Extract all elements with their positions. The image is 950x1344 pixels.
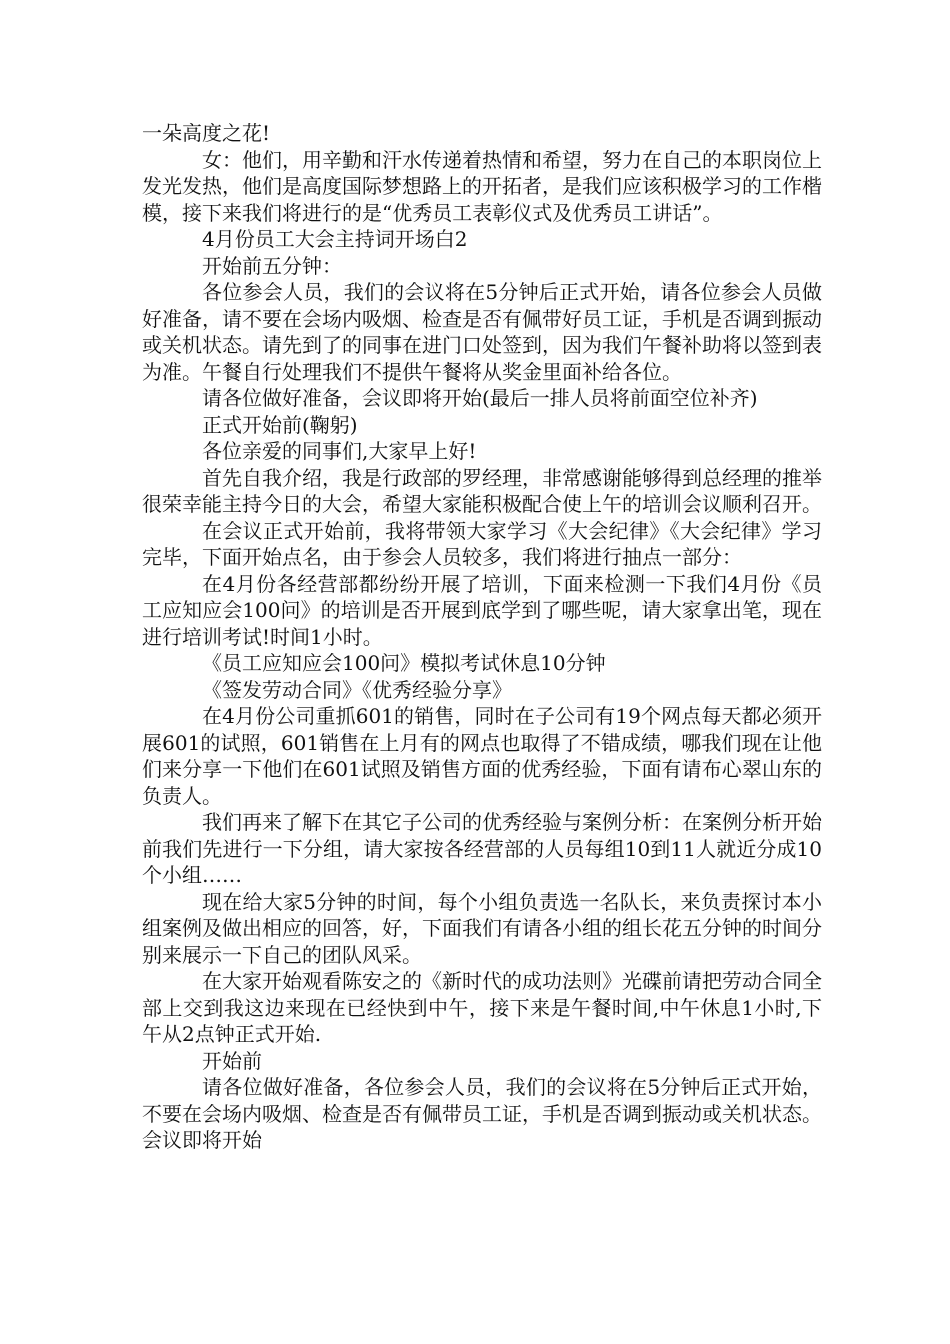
- paragraph: 一朵高度之花!: [142, 121, 271, 145]
- paragraph: 我们再来了解下在其它子公司的优秀经验与案例分析：在案例分析开始前我们先进行一下分组，请大家按各经营部的人员每组10到11人就近分成10个小组……: [142, 810, 822, 887]
- paragraph: 在大家开始观看陈安之的《新时代的成功法则》光碟前请把劳动合同全部上交到我这边来现在已经快到中午，接下来是午餐时间,中午休息1小时,下午从2点钟正式开始.: [142, 969, 822, 1046]
- paragraph: 开始前: [202, 1048, 262, 1073]
- paragraph: 在4月份公司重抓601的销售，同时在子公司有19个网点每天都必须开展601的试照，601销售在上月有的网点也取得了不错成绩，哪我们现在让他们来分享一下他们在601试照及销售方面的优秀经验，下面有请布心翠山东的负责人。: [142, 704, 822, 808]
- paragraph: 现在给大家5分钟的时间，每个小组负责选一名队长，来负责探讨本小组案例及做出相应的回答，好，下面我们有请各小组的组长花五分钟的时间分别来展示一下自己的团队风采。: [142, 889, 822, 967]
- document-body: [142, 120, 822, 1154]
- paragraph: 请各位做好准备，会议即将开始(最后一排人员将前面空位补齐): [202, 386, 758, 410]
- paragraph: 各位参会人员，我们的会议将在5分钟后正式开始，请各位参会人员做好准备，请不要在会场内吸烟、检查是否有佩带好员工证，手机是否调到振动或关机状态。请先到了的同事在进门口处签到，因为我们午餐补助将以签到表为准。午餐自行处理我们不提供午餐将从奖金里面补给各位。: [142, 280, 822, 384]
- section-heading: 4月份员工大会主持词开场白2: [202, 227, 468, 251]
- paragraph: 首先自我介绍，我是行政部的罗经理，非常感谢能够得到总经理的推举很荣幸能主持今日的大会，希望大家能积极配合使上午的培训会议顺利召开。: [142, 465, 822, 516]
- paragraph: 在会议正式开始前，我将带领大家学习《大会纪律》《大会纪律》学习完毕，下面开始点名，由于参会人员较多，我们将进行抽点一部分：: [142, 518, 822, 569]
- paragraph: 开始前五分钟：: [202, 253, 342, 278]
- paragraph: 各位亲爱的同事们,大家早上好!: [202, 439, 477, 463]
- paragraph: 请各位做好准备，各位参会人员，我们的会议将在5分钟后正式开始，不要在会场内吸烟、检查是否有佩带员工证，手机是否调到振动或关机状态。会议即将开始: [142, 1075, 822, 1152]
- paragraph: 《签发劳动合同》《优秀经验分享》: [202, 677, 512, 702]
- paragraph: 在4月份各经营部都纷纷开展了培训，下面来检测一下我们4月份《员工应知应会100问》的培训是否开展到底学到了哪些呢，请大家拿出笔，现在进行培训考试!时间1小时。: [142, 571, 822, 649]
- paragraph: 《员工应知应会100问》模拟考试休息10分钟: [202, 651, 606, 675]
- paragraph: 正式开始前(鞠躬): [202, 412, 358, 437]
- paragraph: 女：他们，用辛勤和汗水传递着热情和希望，努力在自己的本职岗位上发光发热，他们是高度国际梦想路上的开拓者，是我们应该积极学习的工作楷模，接下来我们将进行的是“优秀员工表彰仪式及优秀员工讲话”。: [142, 147, 822, 225]
